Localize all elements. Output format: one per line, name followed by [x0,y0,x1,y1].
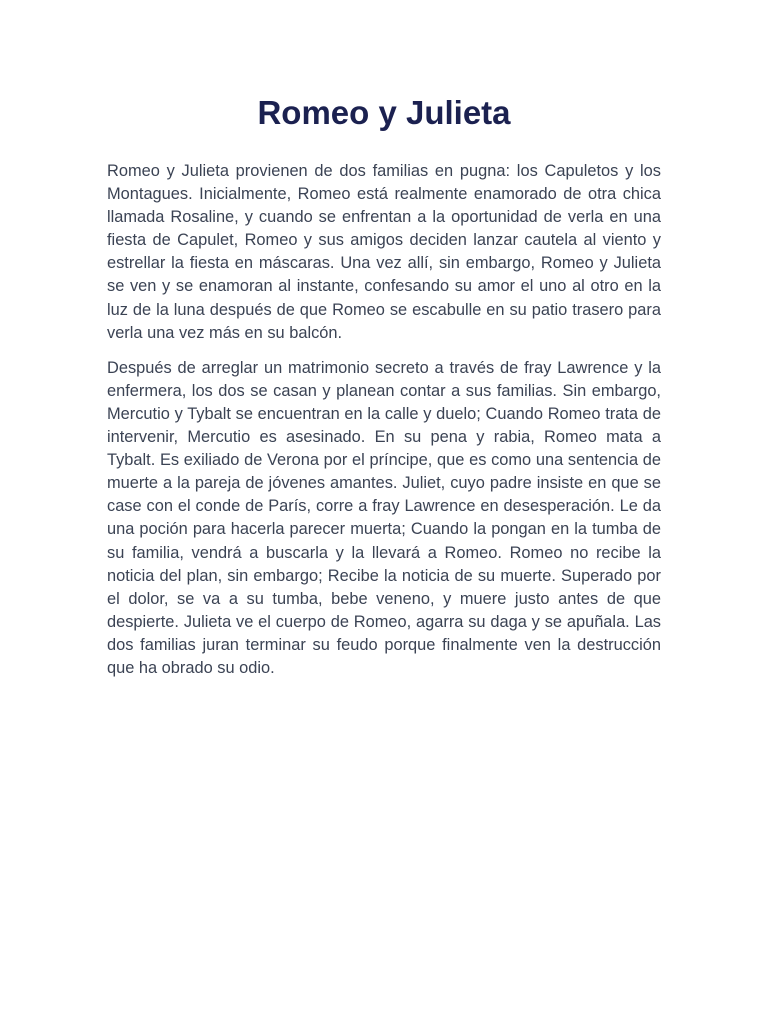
paragraph-1: Romeo y Julieta provienen de dos familias en pugna: los Capuletos y los Montagues. Inicialmente, Romeo está realmente enamorado de otra chica llamada Rosaline, y cuando se enfrentan a la oportunidad de verla en una fiesta de Capulet, Romeo y sus amigos deciden lanzar cautela al viento y estrellar la fiesta en máscaras. Una vez allí, sin embargo, Romeo y Julieta se ven y se enamoran al instante, confesando su amor el uno al otro en la luz de la luna después de que Romeo se escabulle en su patio trasero para verla una vez más en su balcón. [107,162,661,342]
paragraph-2: Después de arreglar un matrimonio secreto a través de fray Lawrence y la enfermera, los dos se casan y planean contar a sus familias. Sin embargo, Mercutio y Tybalt se encuentran en la calle y duelo; Cuando Romeo trata de intervenir, Mercutio es asesinado. En su pena y rabia, Romeo mata a Tybalt. Es exiliado de Verona por el príncipe, que es como una sentencia de muerte a la pareja de jóvenes amantes. Juliet, cuyo padre insiste en que se case con el conde de París, corre a fray Lawrence en desesperación. Le da una poción para hacerla parecer muerta; Cuando la pongan en la tumba de su familia, vendrá a buscarla y la llevará a Romeo. Romeo no recibe la noticia del plan, sin embargo; Recibe la noticia de su muerte. Superado por el dolor, se va a su tumba, bebe veneno, y muere justo antes de que despierte. Julieta ve el cuerpo de Romeo, agarra su daga y se apuñala. Las dos familias juran terminar su feudo porque finalmente ven la destrucción que ha obrado su odio. [107,358,661,677]
document-body [107,160,661,692]
document-title: Romeo y Julieta [257,94,511,131]
